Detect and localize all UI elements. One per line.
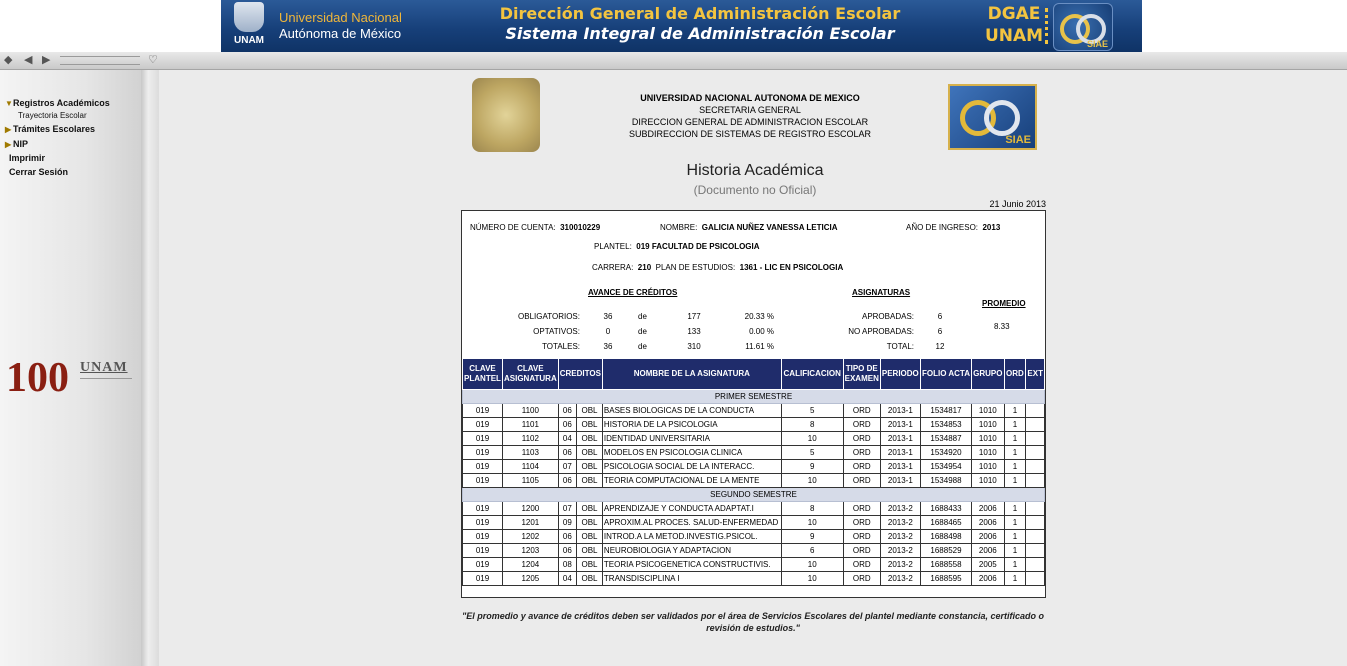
table-cell xyxy=(1026,516,1045,530)
column-header: CALIFICACION xyxy=(781,359,843,390)
asignaturas-label: TOTAL: xyxy=(886,342,914,351)
grades-table xyxy=(462,358,1045,586)
asignaturas-value: 12 xyxy=(935,342,945,351)
table-cell: 2013-1 xyxy=(880,460,920,474)
unam-shield-logo xyxy=(227,2,271,50)
table-cell: PSICOLOGIA SOCIAL DE LA INTERACC. xyxy=(602,460,781,474)
table-cell: 06 xyxy=(558,446,576,460)
table-cell: 1 xyxy=(1004,432,1026,446)
top-banner xyxy=(0,0,1347,52)
table-row xyxy=(463,418,1045,432)
column-header: ORD xyxy=(1004,359,1026,390)
table-row xyxy=(463,558,1045,572)
table-cell: ORD xyxy=(843,544,880,558)
table-cell: 06 xyxy=(558,530,576,544)
asignaturas-value: 6 xyxy=(937,327,943,336)
column-header: CLAVE PLANTEL xyxy=(463,359,503,390)
table-cell: 2013-1 xyxy=(880,418,920,432)
plantel-value: 019 FACULTAD DE PSICOLOGIA xyxy=(636,242,760,251)
column-header: CLAVE ASIGNATURA xyxy=(502,359,558,390)
table-cell: 1 xyxy=(1004,544,1026,558)
table-cell: 019 xyxy=(463,544,503,558)
table-cell: OBL xyxy=(577,544,603,558)
promedio-value: 8.33 xyxy=(994,322,1010,331)
table-cell: 1534954 xyxy=(920,460,971,474)
table-cell: TEORIA COMPUTACIONAL DE LA MENTE xyxy=(602,474,781,488)
table-cell xyxy=(1026,502,1045,516)
toolbar xyxy=(0,52,1347,70)
table-cell: 1100 xyxy=(502,404,558,418)
table-cell: APROXIM.AL PROCES. SALUD-ENFERMEDAD xyxy=(602,516,781,530)
sidebar-item-label: Cerrar Sesión xyxy=(9,167,69,177)
dgae-logo-line1: DGAE xyxy=(987,4,1041,24)
creditos-pct: 0.00 % xyxy=(749,327,774,336)
table-cell: 2013-2 xyxy=(880,516,920,530)
cuenta-value: 310010229 xyxy=(560,223,601,232)
table-cell: 019 xyxy=(463,502,503,516)
table-cell: 10 xyxy=(781,558,843,572)
system-title-line1: Dirección General de Administración Escolar xyxy=(499,4,901,23)
table-cell: OBL xyxy=(577,530,603,544)
table-cell: 2006 xyxy=(972,544,1004,558)
table-header-row xyxy=(463,359,1045,390)
table-cell: 1688529 xyxy=(920,544,971,558)
table-cell: 019 xyxy=(463,474,503,488)
table-row xyxy=(463,516,1045,530)
sidebar-item-label: Trayectoria Escolar xyxy=(18,111,87,120)
sidebar-item-label: Registros Académicos xyxy=(13,98,110,108)
unam-100-subtext xyxy=(80,378,132,395)
siae-logo-label: SIAE xyxy=(1086,39,1108,49)
sidebar-item-label: NIP xyxy=(13,139,29,149)
table-row xyxy=(463,460,1045,474)
creditos-value: 36 xyxy=(603,342,613,351)
table-cell xyxy=(1026,544,1045,558)
semester-row xyxy=(463,488,1045,502)
semester-label: SEGUNDO SEMESTRE xyxy=(463,488,1045,502)
asignaturas-value: 6 xyxy=(937,312,943,321)
ingreso-field xyxy=(906,223,1000,233)
creditos-label: OPTATIVOS: xyxy=(533,327,580,336)
siae-logo xyxy=(1053,3,1113,51)
plan-label: PLAN DE ESTUDIOS: xyxy=(655,263,736,272)
table-cell: 1 xyxy=(1004,530,1026,544)
table-cell: 1 xyxy=(1004,460,1026,474)
table-row xyxy=(463,544,1045,558)
institution-line3: DIRECCION GENERAL DE ADMINISTRACION ESCOLAR xyxy=(631,117,869,127)
table-cell: 019 xyxy=(463,418,503,432)
nombre-field xyxy=(660,223,838,233)
table-cell: 2013-2 xyxy=(880,530,920,544)
column-header: FOLIO ACTA xyxy=(920,359,971,390)
unam-100-number: 100 xyxy=(6,355,69,401)
table-row xyxy=(463,572,1045,586)
collapsed-triangle-icon: ▶ xyxy=(5,125,12,134)
system-title xyxy=(499,4,901,44)
system-title-line2: Sistema Integral de Administración Escolar xyxy=(505,24,895,43)
nombre-label: NOMBRE: xyxy=(660,223,698,232)
table-cell: OBL xyxy=(577,432,603,446)
table-cell: 1201 xyxy=(502,516,558,530)
asignaturas-label: APROBADAS: xyxy=(861,312,914,321)
unam-logo-label: UNAM xyxy=(234,35,264,46)
table-cell: 06 xyxy=(558,544,576,558)
table-cell: 10 xyxy=(781,516,843,530)
table-cell: OBL xyxy=(577,404,603,418)
asignaturas-label: NO APROBADAS: xyxy=(848,327,914,336)
table-row xyxy=(463,404,1045,418)
table-cell: 5 xyxy=(781,404,843,418)
table-cell: 9 xyxy=(781,530,843,544)
table-cell: 10 xyxy=(781,474,843,488)
table-cell: 1 xyxy=(1004,404,1026,418)
table-cell: 1010 xyxy=(972,446,1004,460)
table-cell: APRENDIZAJE Y CONDUCTA ADAPTAT.I xyxy=(602,502,781,516)
table-cell: 1101 xyxy=(502,418,558,432)
creditos-pct: 11.61 % xyxy=(745,342,774,351)
banner-separator xyxy=(1045,8,1051,44)
siae-large-logo xyxy=(948,84,1037,150)
table-cell: 1203 xyxy=(502,544,558,558)
table-cell: 2013-2 xyxy=(880,558,920,572)
table-cell: 1 xyxy=(1004,572,1026,586)
ingreso-value: 2013 xyxy=(982,223,1001,232)
table-cell: 2013-1 xyxy=(880,446,920,460)
table-cell: 07 xyxy=(558,460,576,474)
table-cell: 1204 xyxy=(502,558,558,572)
table-cell: 2006 xyxy=(972,516,1004,530)
table-cell: 1105 xyxy=(502,474,558,488)
table-cell: 1 xyxy=(1004,474,1026,488)
sidebar-item-imprimir[interactable] xyxy=(9,153,45,164)
creditos-pct: 20.33 % xyxy=(744,312,774,321)
table-cell: 8 xyxy=(781,418,843,432)
toolbar-grip[interactable] xyxy=(60,56,140,65)
table-cell: 08 xyxy=(558,558,576,572)
heart-icon[interactable]: ♡ xyxy=(148,54,158,66)
cuenta-label: NÚMERO DE CUENTA: xyxy=(470,223,556,232)
column-header: PERIODO xyxy=(880,359,920,390)
table-cell: 1202 xyxy=(502,530,558,544)
table-cell: OBL xyxy=(577,474,603,488)
table-cell: ORD xyxy=(843,460,880,474)
semester-row xyxy=(463,390,1045,404)
academic-history-panel xyxy=(461,210,1046,598)
disclaimer-note: "El promedio y avance de créditos deben ser validados por el área de Servicios Escolares del plantel mediante constancia, certificado o revisión de estudios." xyxy=(462,611,1044,633)
table-cell: 1688498 xyxy=(920,530,971,544)
table-cell: 1534920 xyxy=(920,446,971,460)
back-arrow-icon[interactable]: ◀ xyxy=(24,54,33,66)
collapsed-triangle-icon: ▶ xyxy=(5,140,12,149)
table-cell: 1205 xyxy=(502,572,558,586)
expanded-triangle-icon: ▼ xyxy=(5,99,13,108)
table-cell: 1103 xyxy=(502,446,558,460)
table-cell: ORD xyxy=(843,446,880,460)
table-cell: 04 xyxy=(558,572,576,586)
table-cell: 1688465 xyxy=(920,516,971,530)
sidebar-item-registros[interactable] xyxy=(5,98,110,109)
table-cell: 1010 xyxy=(972,474,1004,488)
table-cell: 1688433 xyxy=(920,502,971,516)
table-cell: 019 xyxy=(463,530,503,544)
table-cell: 2013-2 xyxy=(880,572,920,586)
table-cell: 6 xyxy=(781,544,843,558)
table-cell: 06 xyxy=(558,404,576,418)
university-name xyxy=(279,10,402,42)
table-cell: 019 xyxy=(463,572,503,586)
sidebar-edge xyxy=(141,70,159,666)
table-cell: 2013-1 xyxy=(880,404,920,418)
table-cell: OBL xyxy=(577,460,603,474)
table-cell: NEUROBIOLOGIA Y ADAPTACION xyxy=(602,544,781,558)
table-cell: IDENTIDAD UNIVERSITARIA xyxy=(602,432,781,446)
forward-arrow-icon[interactable]: ▶ xyxy=(42,54,51,66)
banner-strip xyxy=(221,0,1142,52)
plantel-label: PLANTEL: xyxy=(594,242,632,251)
table-cell: 019 xyxy=(463,432,503,446)
home-icon[interactable]: ◆ xyxy=(4,54,13,66)
table-cell: 1010 xyxy=(972,418,1004,432)
siae-large-label: SIAE xyxy=(1005,134,1031,146)
table-cell: OBL xyxy=(577,516,603,530)
table-row xyxy=(463,446,1045,460)
table-cell: 09 xyxy=(558,516,576,530)
table-cell: 1534853 xyxy=(920,418,971,432)
table-cell: 1534988 xyxy=(920,474,971,488)
creditos-total: 310 xyxy=(687,342,701,351)
table-cell: 1200 xyxy=(502,502,558,516)
table-cell: OBL xyxy=(577,572,603,586)
table-cell: ORD xyxy=(843,404,880,418)
table-cell: 1102 xyxy=(502,432,558,446)
table-cell: TRANSDISCIPLINA I xyxy=(602,572,781,586)
document-date: 21 Junio 2013 xyxy=(989,199,1046,209)
table-cell: 019 xyxy=(463,460,503,474)
table-row xyxy=(463,530,1045,544)
table-cell: 2013-1 xyxy=(880,474,920,488)
ingreso-label: AÑO DE INGRESO: xyxy=(906,223,979,232)
table-cell: 1 xyxy=(1004,418,1026,432)
sidebar-item-cerrar-sesion[interactable] xyxy=(9,167,68,178)
table-cell: 019 xyxy=(463,404,503,418)
sidebar-item-trayectoria[interactable] xyxy=(18,110,87,121)
table-cell: 019 xyxy=(463,558,503,572)
creditos-value: 0 xyxy=(605,327,611,336)
table-row xyxy=(463,432,1045,446)
sidebar-item-nip[interactable] xyxy=(5,139,28,150)
table-row xyxy=(463,502,1045,516)
university-name-line1: Universidad Nacional xyxy=(279,10,402,25)
unam-100-text: UNAM xyxy=(80,360,128,375)
table-cell: 1010 xyxy=(972,432,1004,446)
table-cell xyxy=(1026,474,1045,488)
table-cell xyxy=(1026,404,1045,418)
table-cell: 07 xyxy=(558,502,576,516)
table-cell: 2013-2 xyxy=(880,502,920,516)
table-cell: ORD xyxy=(843,558,880,572)
table-cell: ORD xyxy=(843,502,880,516)
carrera-label: CARRERA: xyxy=(592,263,634,272)
semester-label: PRIMER SEMESTRE xyxy=(463,390,1045,404)
table-cell xyxy=(1026,530,1045,544)
creditos-value: 36 xyxy=(603,312,613,321)
table-cell: OBL xyxy=(577,418,603,432)
table-cell: ORD xyxy=(843,418,880,432)
table-cell xyxy=(1026,446,1045,460)
creditos-label: TOTALES: xyxy=(542,342,580,351)
table-cell: 1534817 xyxy=(920,404,971,418)
table-cell: OBL xyxy=(577,558,603,572)
creditos-total: 177 xyxy=(687,312,701,321)
promedio-heading: PROMEDIO xyxy=(982,299,1026,308)
table-cell: MODELOS EN PSICOLOGIA CLINICA xyxy=(602,446,781,460)
nombre-value: GALICIA NUÑEZ VANESSA LETICIA xyxy=(701,223,838,232)
table-cell: ORD xyxy=(843,516,880,530)
table-cell: 04 xyxy=(558,432,576,446)
table-cell: OBL xyxy=(577,446,603,460)
university-name-line2: Autónoma de México xyxy=(279,26,402,41)
table-cell: ORD xyxy=(843,530,880,544)
creditos-de: de xyxy=(638,327,647,336)
table-cell: 2006 xyxy=(972,572,1004,586)
table-cell: 1688595 xyxy=(920,572,971,586)
table-cell: ORD xyxy=(843,572,880,586)
table-cell: HISTORIA DE LA PSICOLOGIA xyxy=(602,418,781,432)
table-cell: OBL xyxy=(577,502,603,516)
institution-header xyxy=(560,92,940,140)
table-cell: 1 xyxy=(1004,516,1026,530)
sidebar-item-label: Trámites Escolares xyxy=(13,124,96,134)
table-cell: ORD xyxy=(843,474,880,488)
table-cell: 2006 xyxy=(972,530,1004,544)
unam-100-logo xyxy=(6,356,136,400)
table-row xyxy=(463,474,1045,488)
dgae-logo xyxy=(981,3,1047,47)
institution-line2: SECRETARIA GENERAL xyxy=(699,105,801,115)
asignaturas-heading: ASIGNATURAS xyxy=(852,288,911,297)
institution-line4: SUBDIRECCION DE SISTEMAS DE REGISTRO ESCOLAR xyxy=(628,129,872,139)
sidebar-item-tramites[interactable] xyxy=(5,124,95,135)
table-cell: 06 xyxy=(558,418,576,432)
table-cell: 1 xyxy=(1004,558,1026,572)
column-header: GRUPO xyxy=(972,359,1004,390)
creditos-total: 133 xyxy=(687,327,701,336)
table-cell: 06 xyxy=(558,474,576,488)
table-cell: INTROD.A LA METOD.INVESTIG.PSICOL. xyxy=(602,530,781,544)
carrera-value: 210 xyxy=(637,263,652,272)
plantel-field xyxy=(594,242,760,252)
table-cell: 019 xyxy=(463,516,503,530)
table-cell: 2013-1 xyxy=(880,432,920,446)
table-cell: 1 xyxy=(1004,446,1026,460)
siae-ring-right xyxy=(984,100,1020,136)
cuenta-field xyxy=(470,223,600,233)
sidebar-item-label: Imprimir xyxy=(9,153,46,163)
table-cell: 1534887 xyxy=(920,432,971,446)
table-cell: 2006 xyxy=(972,502,1004,516)
carrera-field xyxy=(592,263,843,273)
creditos-label: OBLIGATORIOS: xyxy=(518,312,580,321)
table-cell: 8 xyxy=(781,502,843,516)
table-cell xyxy=(1026,572,1045,586)
table-cell: 1 xyxy=(1004,502,1026,516)
table-cell xyxy=(1026,418,1045,432)
table-cell xyxy=(1026,558,1045,572)
page-title: Historia Académica xyxy=(686,162,824,179)
table-cell: ORD xyxy=(843,432,880,446)
plan-value: 1361 - LIC EN PSICOLOGIA xyxy=(739,263,844,272)
creditos-heading: AVANCE DE CRÉDITOS xyxy=(588,288,678,297)
creditos-de: de xyxy=(638,312,647,321)
table-cell: 019 xyxy=(463,446,503,460)
table-cell xyxy=(1026,432,1045,446)
column-header: NOMBRE DE LA ASIGNATURA xyxy=(602,359,781,390)
table-cell: 1010 xyxy=(972,460,1004,474)
table-cell: 2005 xyxy=(972,558,1004,572)
grades-table-body xyxy=(463,390,1045,586)
page-subtitle: (Documento no Oficial) xyxy=(693,183,817,197)
table-cell xyxy=(1026,460,1045,474)
table-cell: 2013-2 xyxy=(880,544,920,558)
table-cell: BASES BIOLOGICAS DE LA CONDUCTA xyxy=(602,404,781,418)
table-cell: 5 xyxy=(781,446,843,460)
dgae-logo-line2: UNAM xyxy=(984,26,1044,46)
table-cell: 10 xyxy=(781,572,843,586)
column-header: CREDITOS xyxy=(558,359,602,390)
table-cell: 1010 xyxy=(972,404,1004,418)
table-cell: TEORIA PSICOGENETICA CONSTRUCTIVIS. xyxy=(602,558,781,572)
institution-line1: UNIVERSIDAD NACIONAL AUTONOMA DE MEXICO xyxy=(640,93,860,103)
unam-shield-icon xyxy=(234,2,264,32)
table-cell: 1104 xyxy=(502,460,558,474)
table-cell: 9 xyxy=(781,460,843,474)
table-cell: 1688558 xyxy=(920,558,971,572)
column-header: TIPO DE EXAMEN xyxy=(843,359,880,390)
unam-escudo-icon xyxy=(472,78,540,152)
creditos-de: de xyxy=(638,342,647,351)
column-header: EXT xyxy=(1026,359,1045,390)
table-cell: 10 xyxy=(781,432,843,446)
